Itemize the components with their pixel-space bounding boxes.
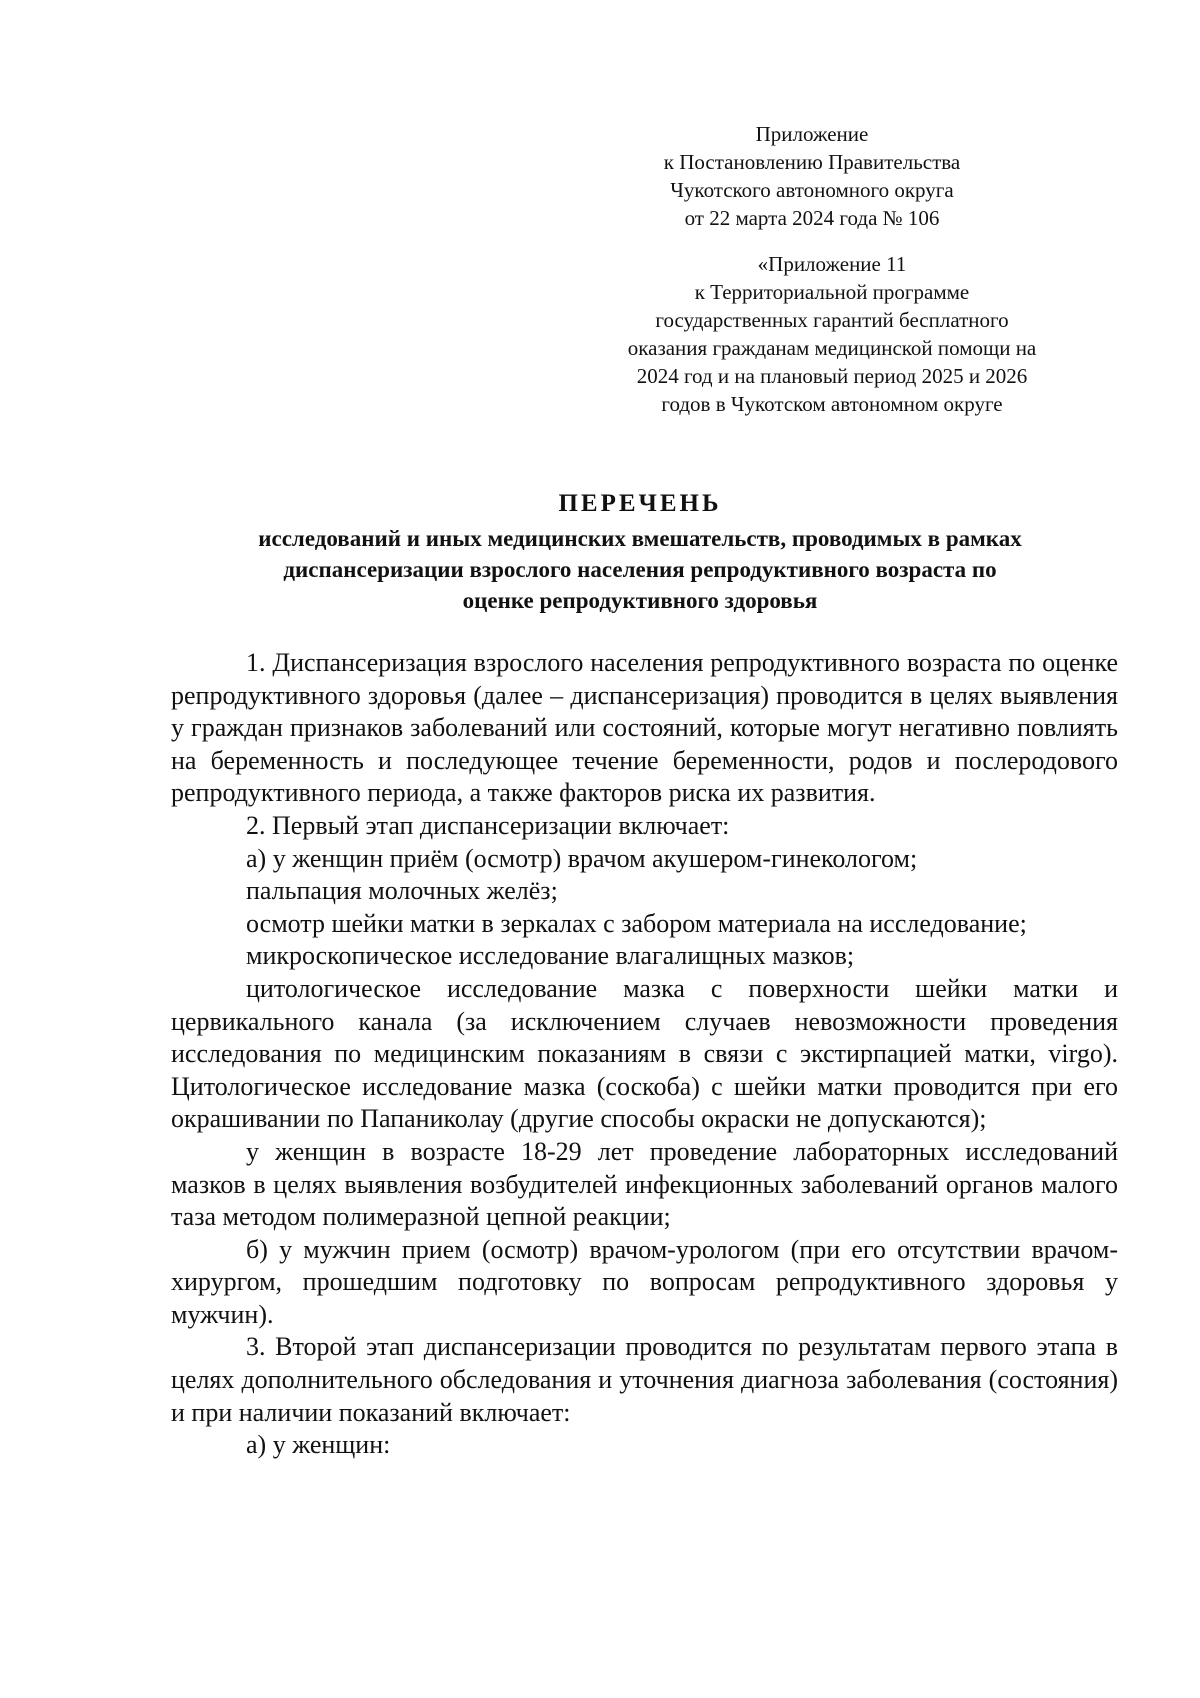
paragraph: у женщин в возрасте 18-29 лет проведение лабораторных исследований мазков в целях выявления возбудителей инфекционных заболеваний органов малого таза методом полимеразной цепной реакции; [171, 1136, 1118, 1232]
quoted-appendix-header-line: годов в Чукотском автономном округе [661, 392, 1003, 416]
quoted-appendix-header-line: 2024 год и на плановый период 2025 и 2026 [636, 364, 1028, 388]
paragraph: 2. Первый этап диспансеризации включает: [246, 810, 730, 840]
title-sub-line: оценке репродуктивного здоровья [462, 588, 818, 613]
appendix-header-line: Приложение [755, 122, 869, 146]
paragraph: б) у мужчин прием (осмотр) врачом-урологом (при его отсутствии врачом-хирургом, прошедшим подготовку по вопросам репродуктивного здоровья у мужчин). [171, 1234, 1118, 1329]
document-body [171, 647, 1118, 1462]
quoted-appendix-header [620, 250, 1044, 418]
paragraph: цитологическое исследование мазка с поверхности шейки матки и цервикального канала (за исключением случаев невозможности проведения исследования по медицинским показаниям в связи с экстирпацией матки, virgo). Цитологическое исследование мазка (соскоба) с шейки матки проводится при его окрашивании по Папаниколау (другие способы окраски не допускаются); [171, 973, 1118, 1134]
paragraph: пальпация молочных желёз; [246, 876, 558, 906]
paragraph: а) у женщин приём (осмотр) врачом акушером-гинекологом; [246, 843, 918, 873]
appendix-header [600, 120, 1024, 232]
quoted-appendix-header-line: государственных гарантий бесплатного [655, 308, 1009, 332]
quoted-appendix-header-line: к Территориальной программе [694, 280, 970, 304]
paragraph: 3. Второй этап диспансеризации проводится по результатам первого этапа в целях дополнительного обследования и уточнения диагноза заболевания (состояния) и при наличии показаний включает: [171, 1332, 1118, 1427]
quoted-appendix-header-line: «Приложение 11 [757, 252, 907, 276]
paragraph: 1. Диспансеризация взрослого населения репродуктивного возраста по оценке репродуктивного здоровья (далее – диспансеризация) проводится в целях выявления у граждан признаков заболеваний или состояний, которые могут негативно повлиять на беременность и последующее течение беременности, родов и послеродового репродуктивного периода, а также факторов риска их развития. [171, 648, 1118, 808]
paragraph: а) у женщин: [246, 1430, 391, 1460]
title-sub-line: исследований и иных медицинских вмешательств, проводимых в рамках [258, 526, 1022, 551]
paragraph: осмотр шейки матки в зеркалах с забором материала на исследование; [246, 908, 1027, 938]
title-main: ПЕРЕЧЕНЬ [558, 490, 722, 517]
title-sub-line: диспансеризации взрослого населения репродуктивного возраста по [283, 557, 997, 582]
appendix-header-line: от 22 марта 2024 года № 106 [684, 206, 940, 230]
appendix-header-line: Чукотского автономного округа [670, 178, 954, 202]
appendix-header-line: к Постановлению Правительства [663, 150, 961, 174]
document-title [160, 485, 1120, 616]
paragraph: микроскопическое исследование влагалищных мазков; [246, 941, 855, 971]
quoted-appendix-header-line: оказания гражданам медицинской помощи на [627, 336, 1037, 360]
